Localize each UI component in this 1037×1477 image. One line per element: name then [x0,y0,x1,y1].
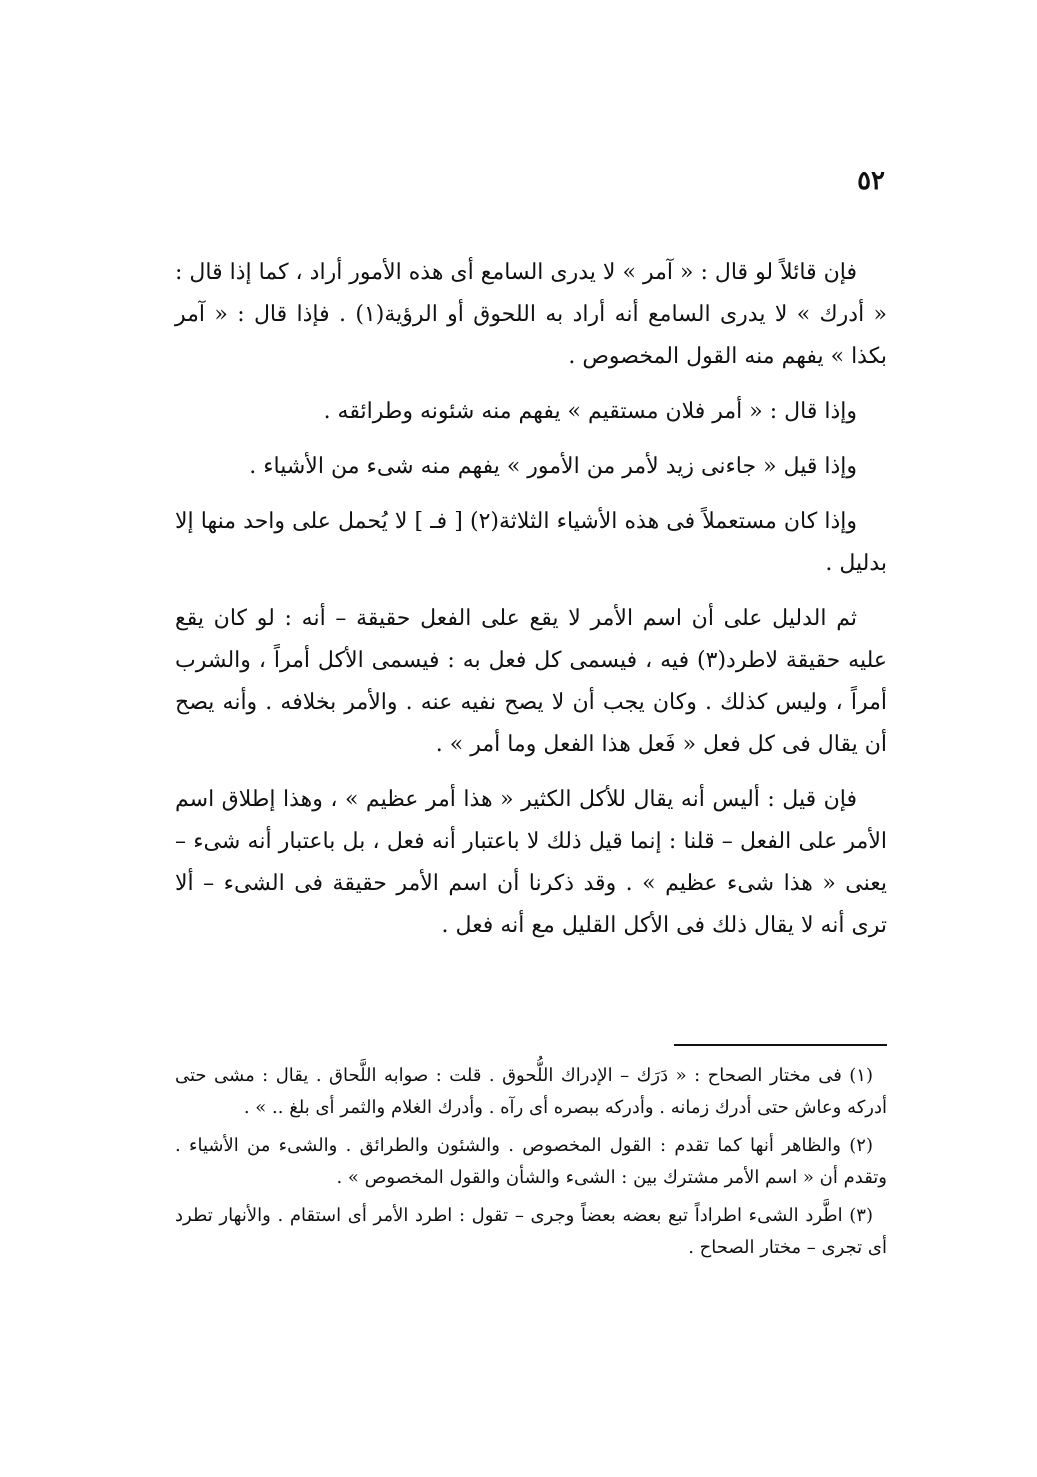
footnote-1: (١) فى مختار الصحاح : « دَرَك – الإدراك اللُّحوق . قلت : صوابه اللَّحاق . يقال : مشى حتى أدركه وعاش حتى أدرك زمانه . وأدركه ببصره أى رآه . وأدرك الغلام والثمر أى بلغ .. » . [175,1065,887,1118]
paragraph-6: فإن قيل : أليس أنه يقال للأكل الكثير « هذا أمر عظيم » ، وهذا إطلاق اسم الأمر على الفعل – قلنا : إنما قيل ذلك لا باعتبار أنه فعل ، بل باعتبار أنه شىء – يعنى « هذا شىء عظيم » . وقد ذكرنا أن اسم الأمر حقيقة فى الشىء – ألا ترى أنه لا يقال ذلك فى الأكل القليل مع أنه فعل . [175,787,887,938]
paragraph-5: ثم الدليل على أن اسم الأمر لا يقع على الفعل حقيقة – أنه : لو كان يقع عليه حقيقة لاطرد(٣) فيه ، فيسمى كل فعل به : فيسمى الأكل أمراً ، والشرب أمراً ، وليس كذلك . وكان يجب أن لا يصح نفيه عنه . والأمر بخلافه . وأنه يصح أن يقال فى كل فعل « فَعل هذا الفعل وما أمر » . [175,606,887,757]
paragraph-1: فإن قائلاً لو قال : « آمر » لا يدرى السامع أى هذه الأمور أراد ، كما إذا قال : « أدرك » لا يدرى السامع أنه أراد به اللحوق أو الرؤية(١) . فإذا قال : « آمر بكذا » يفهم منه القول المخصوص . [175,260,887,369]
footnotes [175,1060,887,1270]
main-text [175,252,887,960]
page-number: ٥٢ [857,166,885,196]
paragraph-4: وإذا كان مستعملاً فى هذه الأشياء الثلاثة(٢) [ فـ ] لا يُحمل على واحد منها إلا بدليل . [175,509,887,576]
footnote-divider [674,1044,887,1046]
footnote-2: (٢) والظاهر أنها كما تقدم : القول المخصوص . والشئون والطرائق . والشىء من الأشياء . وتقدم أن « اسم الأمر مشترك بين : الشىء والشأن والقول المخصوص » . [175,1135,887,1188]
paragraph-3: وإذا قيل « جاءنى زيد لأمر من الأمور » يفهم منه شىء من الأشياء . [249,454,857,479]
paragraph-2: وإذا قال : « أمر فلان مستقيم » يفهم منه شئونه وطرائقه . [323,399,857,424]
footnote-3: (٣) اطَّرد الشىء اطراداً تبع بعضه بعضاً وجرى – تقول : اطرد الأمر أى استقام . والأنهار تطرد أى تجرى – مختار الصحاح . [175,1205,887,1258]
